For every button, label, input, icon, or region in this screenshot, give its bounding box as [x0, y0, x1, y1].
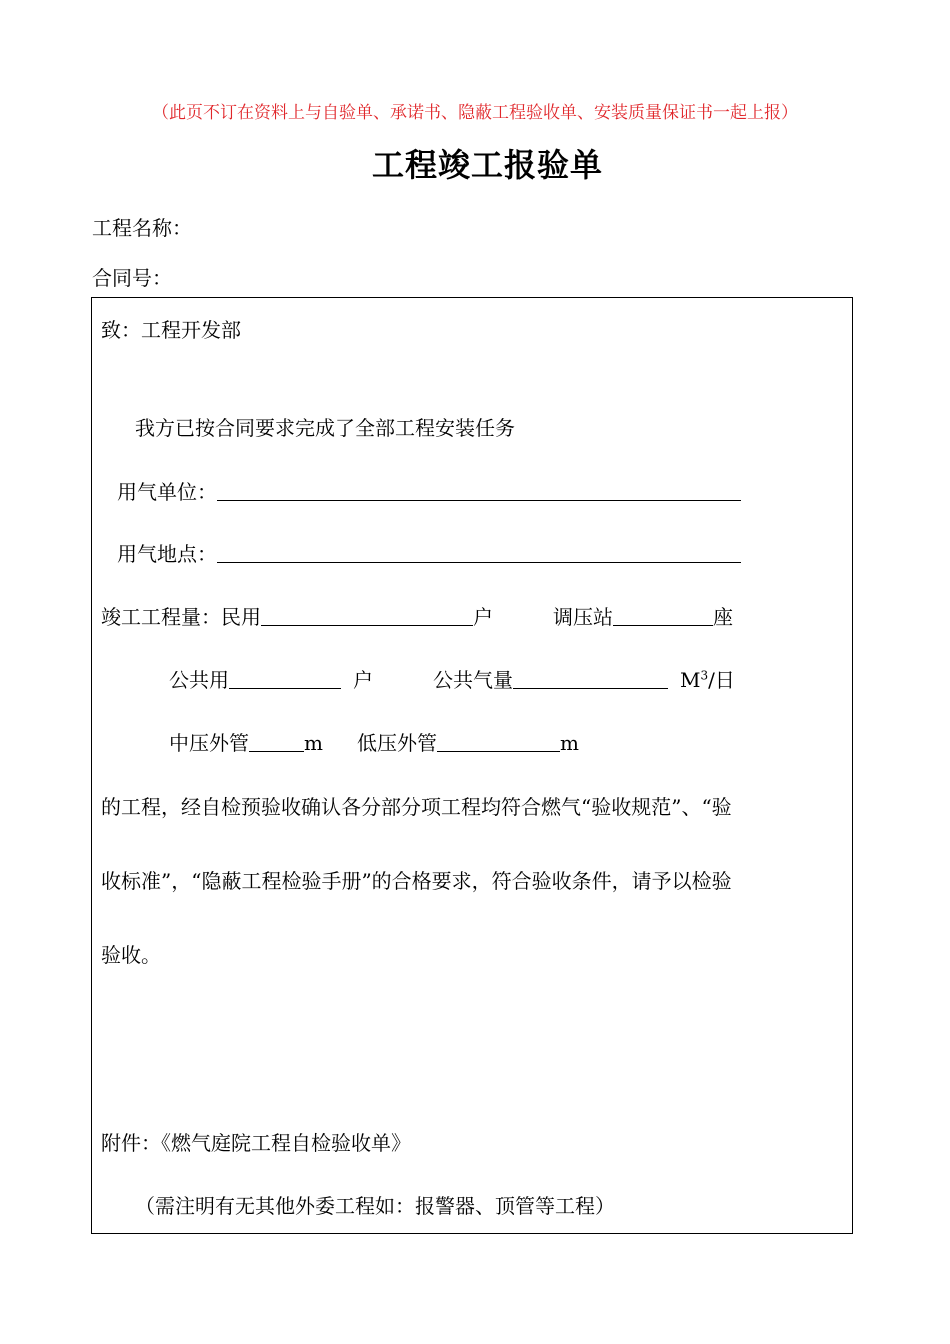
regulator-station-label: 调压站: [553, 605, 613, 629]
quantity-label: 竣工工程量：民用: [101, 605, 261, 629]
gas-site-row: [117, 538, 741, 567]
public-households-field[interactable]: [229, 668, 341, 689]
unit-households: 户: [473, 605, 493, 629]
gas-site-label: 用气地点：: [117, 542, 217, 566]
unit-seats: 座: [713, 605, 733, 629]
quantity-row: [101, 601, 733, 630]
low-pressure-pipe-label: 低压外管: [356, 731, 437, 755]
unit-households-2: 户: [353, 668, 373, 692]
submission-note: （此页不订在资料上与自验单、承诺书、隐蔽工程验收单、安装质量保证书一起上报）: [152, 103, 798, 123]
unit-m3-per-day: $M^3/$日: [680, 668, 735, 692]
regulator-station-field[interactable]: [613, 605, 713, 626]
low-pressure-pipe-field[interactable]: [437, 731, 560, 752]
residential-households-field[interactable]: [261, 605, 473, 626]
mid-pressure-pipe-field[interactable]: [249, 731, 304, 752]
page-title: 工程竣工报验单: [371, 146, 603, 184]
attachment-line: 附件：《燃气庭院工程自检验收单》: [101, 1131, 411, 1155]
project-name-label: 工程名称：: [92, 216, 192, 240]
paragraph-line-2: 收标准”，“隐蔽工程检验手册”的合格要求，符合验收条件，请予以检验: [101, 869, 732, 893]
pipe-row: [169, 727, 579, 756]
gas-unit-row: [117, 476, 741, 505]
gas-site-field[interactable]: [217, 542, 741, 563]
paragraph-line-1: 的工程，经自检预验收确认各分部分项工程均符合燃气“验收规范”、“验: [101, 795, 732, 819]
completion-statement: 我方已按合同要求完成了全部工程安装任务: [135, 416, 515, 440]
gas-unit-field[interactable]: [217, 480, 741, 501]
paragraph-line-3: 验收。: [101, 943, 161, 967]
contract-number-label: 合同号：: [92, 266, 172, 290]
mid-pressure-pipe-label: 中压外管: [169, 731, 249, 755]
unit-meters-2: m: [559, 731, 579, 755]
report-form-box: [91, 297, 853, 1234]
gas-unit-label: 用气单位：: [117, 480, 217, 504]
remark-line: （需注明有无其他外委工程如：报警器、顶管等工程）: [135, 1194, 615, 1218]
unit-meters: m: [304, 731, 323, 755]
public-gas-label: 公共气量: [433, 668, 513, 692]
addressee: 致：工程开发部: [101, 318, 241, 342]
public-row: [169, 664, 735, 693]
public-gas-field[interactable]: [513, 668, 668, 689]
public-label: 公共用: [169, 668, 229, 692]
